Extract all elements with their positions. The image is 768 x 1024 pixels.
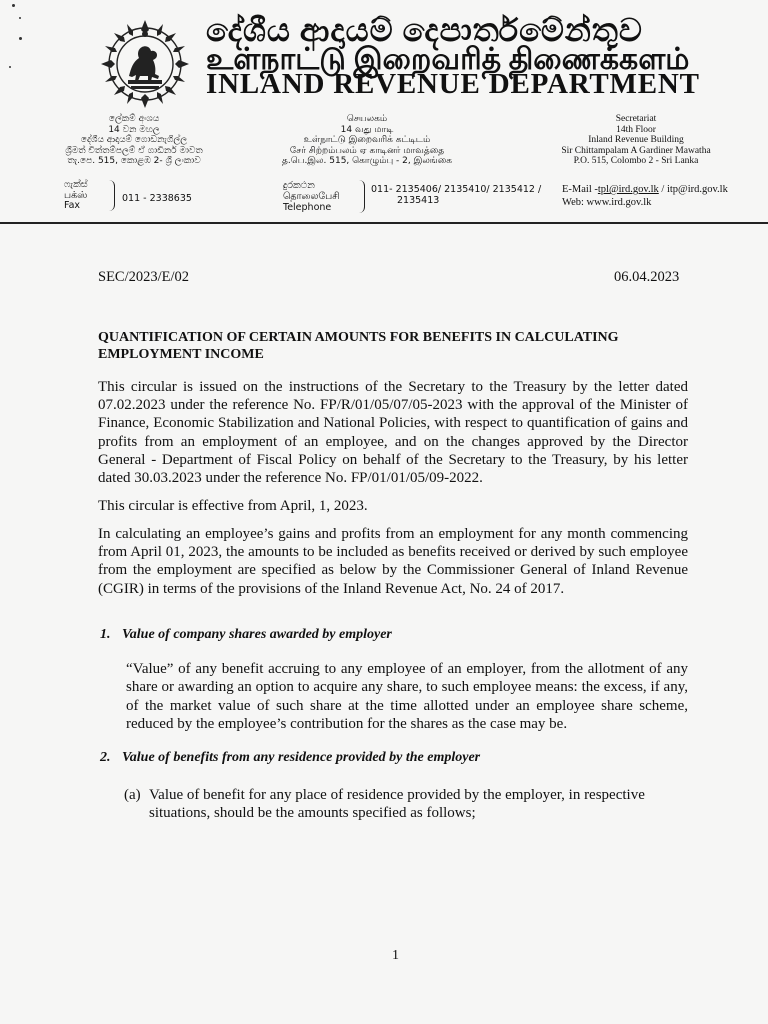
- telephone-numbers: [371, 184, 541, 206]
- paragraph-effective-date: This circular is effective from April, 1, 2023.: [98, 498, 368, 514]
- subsection-text: Value of benefit for any place of residence provided by the employer, in respective situations, should be the amounts specified as follows;: [149, 787, 645, 822]
- telephone-labels: [283, 180, 353, 213]
- fax-labels: [64, 180, 108, 212]
- section-1-text: “Value” of any benefit accruing to any employee of an employer, from the allotment of any share or awarding an option to acquire any share, to such employee means: the excess, if any, of the market value of such share at the time allotted under an employee share scheme, reduced by the employee’s contribution for the shares as the case may be.: [126, 661, 688, 733]
- telephone-label: தொலைபேசி: [283, 191, 340, 202]
- address-line: Secretariat: [615, 114, 657, 124]
- email-link[interactable]: tpl@ird.gov.lk: [597, 184, 659, 195]
- telephone-line: 2135413: [397, 195, 440, 206]
- address-line: 14 வது மாடி: [340, 124, 394, 135]
- fax-label: ෆැක්ස්: [64, 179, 88, 190]
- section-title: Value of benefits from any residence provided by the employer: [122, 750, 481, 765]
- section-number: 1.: [100, 627, 111, 642]
- section-1-heading: [100, 627, 392, 643]
- address-line: உள்நாட்டு இறைவரிக் கட்டிடம்: [303, 135, 431, 146]
- section-number: 2.: [100, 750, 111, 765]
- paragraph-intro: This circular is issued on the instructions of the Secretary to the Treasury by the letter dated 07.02.2023 under the reference No. FP/R/01/05/07/05-2023 with the approval of the Minister of Finance, Economic Stabilization and National Policies, with respect to quantification of gains and profits from an employment of an employee, and on the changes approved by the Director General - Department of Fiscal Policy on behalf of the Secretary to the Treasury, by his letter dated 30.03.2023 under the reference No. FP/01/01/05/09-2022.: [98, 379, 688, 487]
- address-line: දේශීය ආදායම් ගොඩනැගිල්ල: [80, 135, 188, 146]
- address-sinhala: [64, 114, 204, 167]
- email-label: E-Mail -: [562, 184, 598, 195]
- address-line: 14th Floor: [616, 124, 656, 135]
- telephone-brace: [358, 180, 365, 213]
- address-tamil: [272, 114, 462, 167]
- address-line: செயலகம்: [346, 114, 388, 124]
- telephone-label: දුරකථන: [283, 180, 315, 191]
- telephone-label: Telephone: [283, 202, 332, 213]
- email-alt: / itp@ird.gov.lk: [658, 184, 728, 195]
- department-title-english: INLAND REVENUE DEPARTMENT: [206, 68, 700, 100]
- address-line: ශ්‍රීමත් චිත්තම්පලම් ඒ ගාඩිනර් මාවත: [65, 145, 203, 156]
- address-line: ලේකම් අංශය: [108, 114, 160, 124]
- address-line: තැ.පෙ. 515, කොළඹ 2- ශ්‍රී ලංකාව: [67, 156, 201, 167]
- address-line: Sir Chittampalam A Gardiner Mawatha: [561, 145, 711, 156]
- address-line: 14 වන මහල: [108, 124, 160, 135]
- address-english: [536, 114, 736, 167]
- national-emblem-icon: [95, 14, 195, 110]
- scan-speck: [19, 17, 21, 19]
- email-line: [562, 183, 728, 196]
- address-line: Inland Revenue Building: [588, 135, 684, 146]
- email-web-block: [562, 183, 728, 209]
- page-number: 1: [392, 948, 399, 963]
- section-2-heading: [100, 750, 480, 766]
- reference-number: SEC/2023/E/02: [98, 269, 190, 285]
- telephone-line: 011- 2135406/ 2135410/ 2135412 /: [371, 184, 542, 195]
- scan-speck: [12, 4, 15, 7]
- fax-label: பக்ஸ்: [64, 189, 88, 201]
- web-line: Web: www.ird.gov.lk: [562, 197, 652, 208]
- department-title-tamil: உள்நாட்டு இறைவரித் திணைக்களம்: [206, 43, 690, 76]
- paragraph-calculation: In calculating an employee’s gains and profits from an employment for any month commencing from April 01, 2023, the amounts to be included as benefits received or derived by such employee from the employment are specified as below by the Commissioner General of Inland Revenue (CGIR) in terms of the provisions of the Inland Revenue Act, No. 24 of 2017.: [98, 526, 688, 597]
- scan-speck: [9, 66, 11, 68]
- scan-speck: [19, 37, 22, 40]
- circular-heading: QUANTIFICATION OF CERTAIN AMOUNTS FOR BENEFITS IN CALCULATING EMPLOYMENT INCOME: [98, 330, 619, 362]
- subsection-label: (a): [124, 787, 141, 803]
- address-line: சேர் சிற்றம்பலம் ஏ காடினர் மாவத்தை: [289, 145, 445, 156]
- letterhead-divider: [0, 222, 768, 224]
- address-line: P.O. 515, Colombo 2 - Sri Lanka: [573, 156, 699, 167]
- section-title: Value of company shares awarded by employer: [122, 627, 392, 642]
- address-line: த.பெ.இல. 515, கொழும்பு - 2, இலங்கை: [282, 156, 452, 167]
- fax-number: 011 - 2338635: [122, 193, 192, 204]
- document-date: 06.04.2023: [614, 269, 680, 285]
- fax-brace: [108, 180, 115, 211]
- department-title-sinhala: දේශීය ආදායම් දෙපාර්තමේන්තුව: [206, 12, 643, 48]
- fax-label: Fax: [64, 200, 81, 211]
